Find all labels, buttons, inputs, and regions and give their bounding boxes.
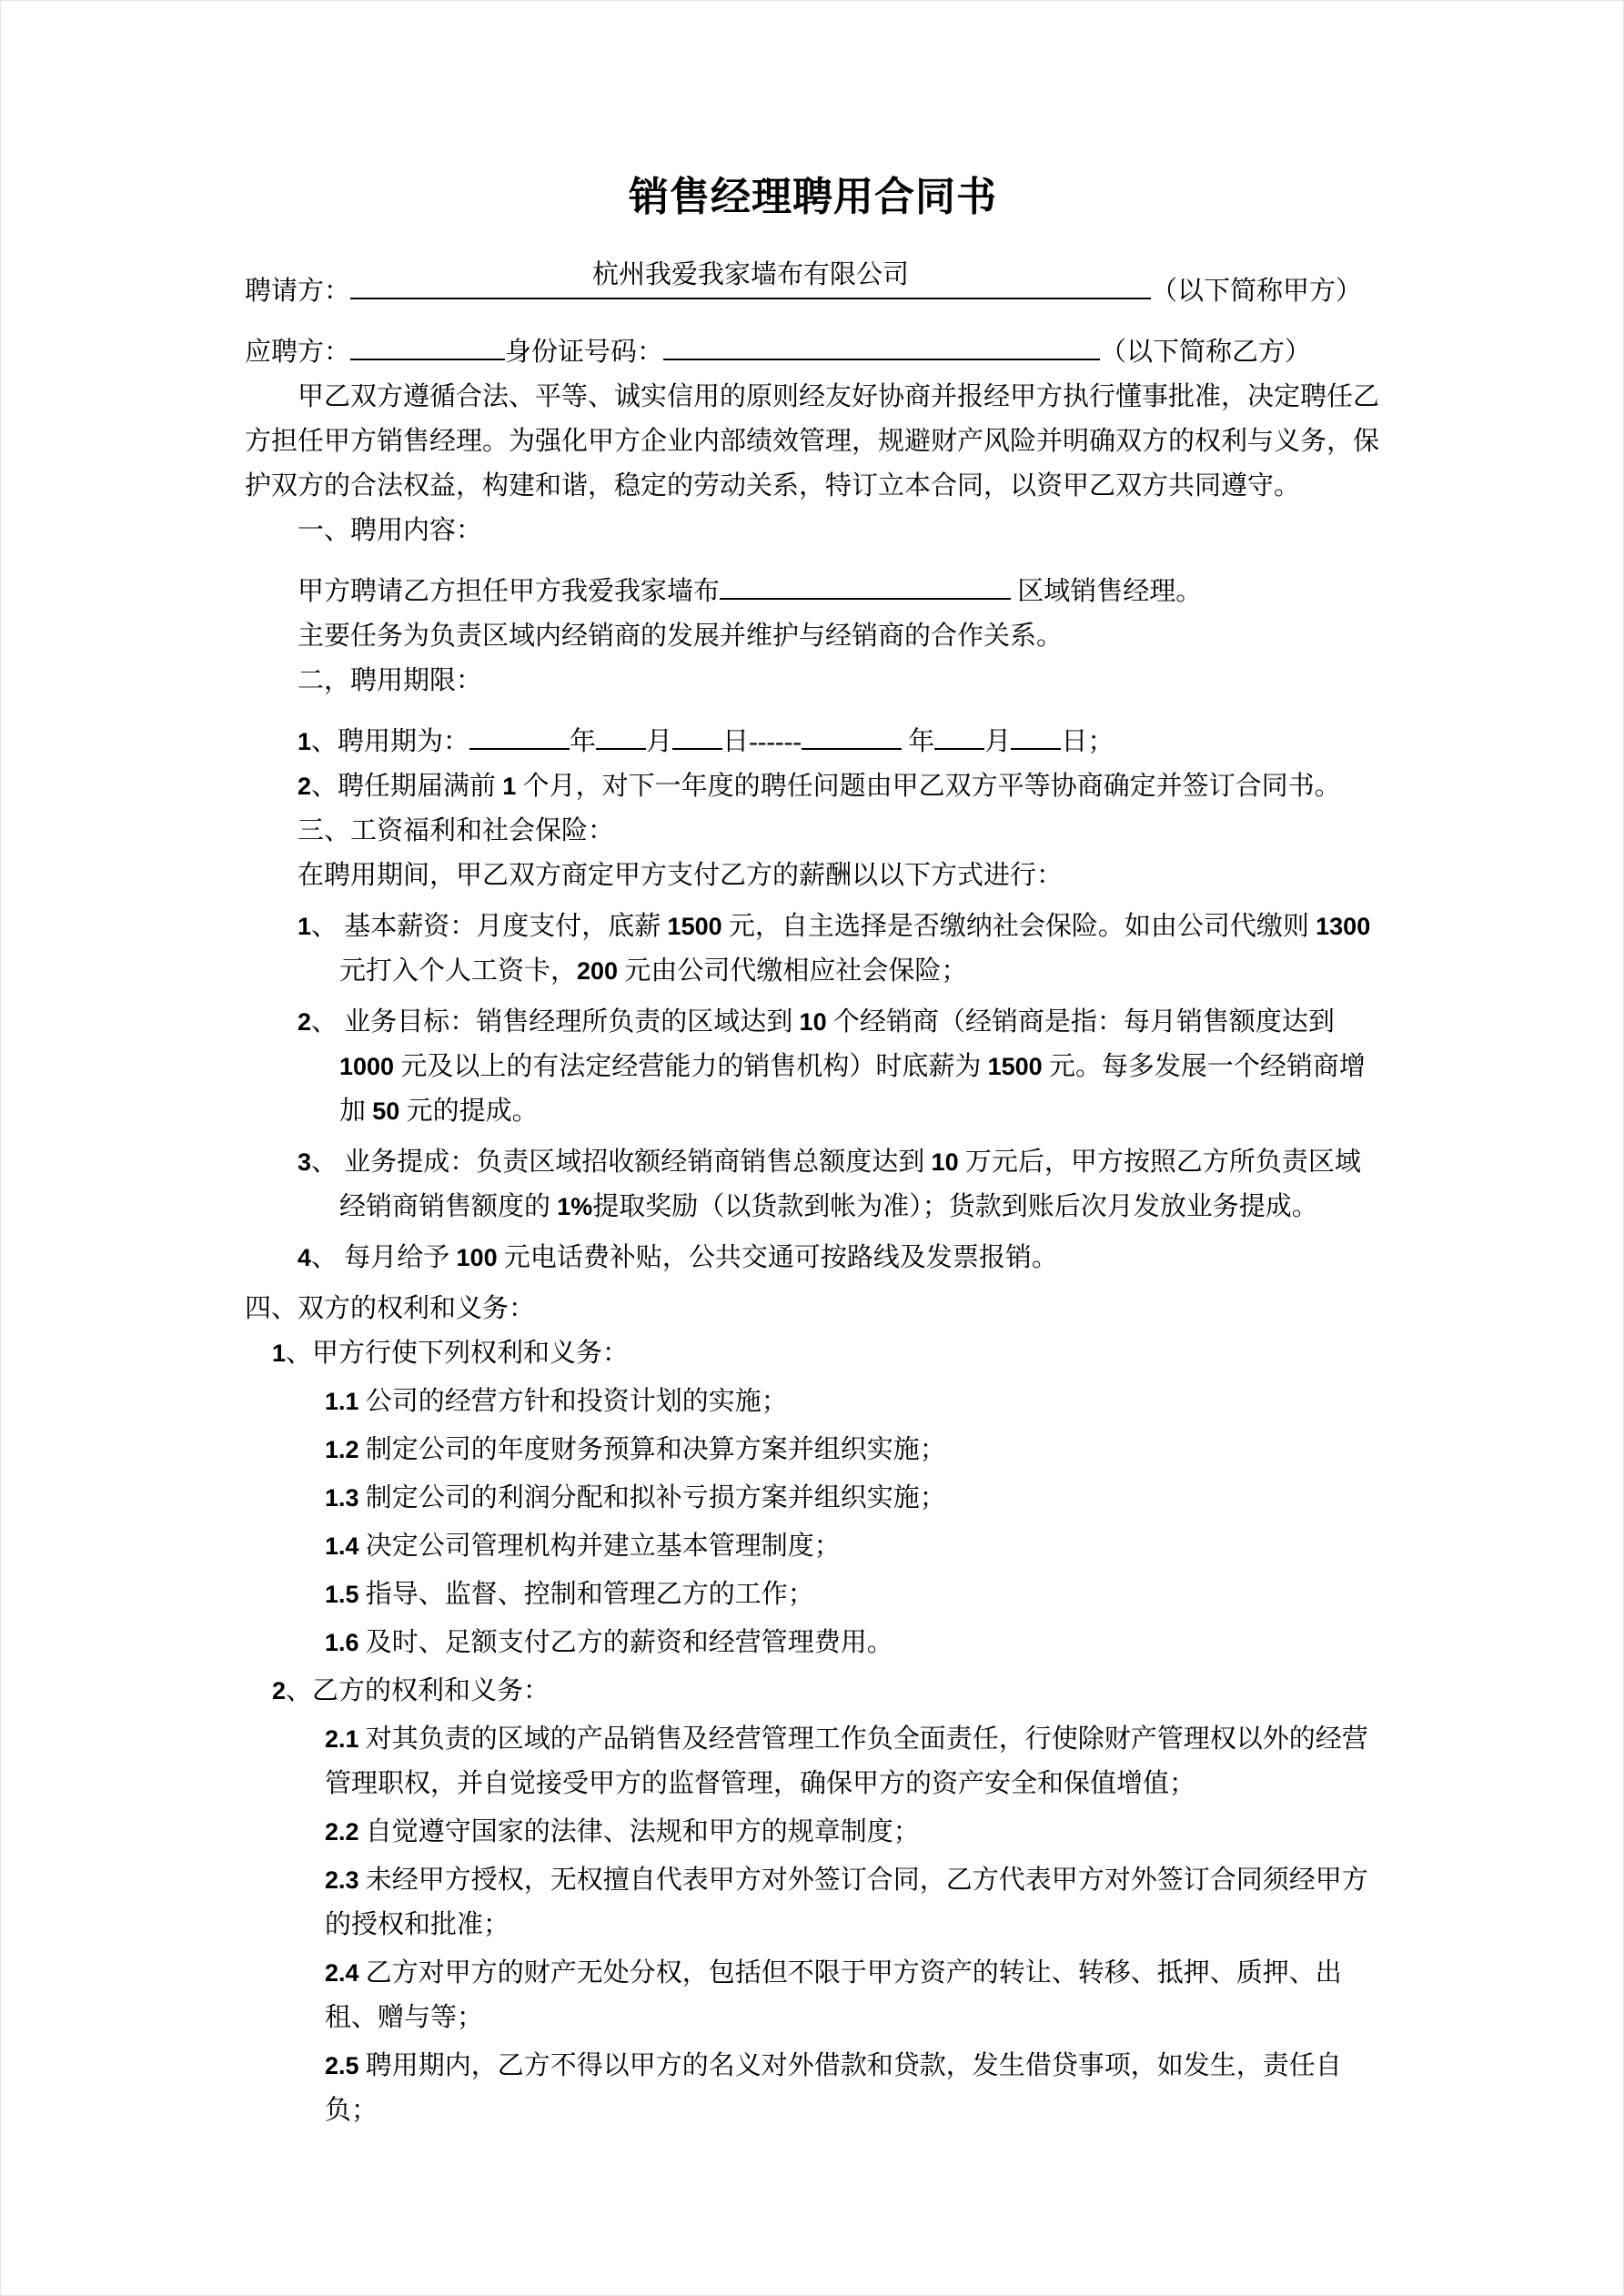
hirer-name-blank: 杭州我爱我家墙布有限公司 [350,253,1151,299]
text-segment: 二，聘用期限： [298,666,483,695]
number-text: 1300 [1316,913,1371,940]
text-segment: 自觉遵守国家的法律、法规和甲方的规章制度； [358,1817,920,1846]
main-task-line [298,614,1381,659]
text-segment: 元的提成。 [399,1097,539,1126]
text-segment: 元由公司代缴相应社会保险； [618,956,968,986]
text-segment: 万元后，甲方按照乙方所负责区域经销商销售额度的 [339,1148,1361,1221]
number-text: 2.5 [325,2052,359,2079]
number-text: 2.4 [325,1959,359,1987]
clause-2-5 [325,2044,1381,2133]
preamble [245,375,1381,509]
text-segment: 、 基本薪资：月度支付，底薪 [311,912,668,941]
text-segment: 及时、足额支付乙方的薪资和经营管理费用。 [358,1628,893,1657]
number-text: 10 [931,1148,959,1176]
text-segment: 个月，对下一年度的聘任问题由甲乙双方平等协商确定并签订合同书。 [516,772,1341,801]
text-segment: 月 [984,727,1012,756]
text-segment: 个经销商（经销商是指：每月销售额度达到 [826,1007,1335,1037]
text-segment: 元打入个人工资卡， [339,956,578,986]
clause-2-3 [325,1858,1381,1947]
text-segment: 制定公司的利润分配和拟补亏损方案并组织实施； [358,1483,946,1512]
clause-1-1 [325,1380,1381,1424]
text-segment: 制定公司的年度财务预算和决算方案并组织实施； [358,1435,946,1464]
number-text: 200 [577,957,619,985]
text-segment: 甲方聘请乙方担任甲方我爱我家墙布 [298,577,721,606]
text-segment: 乙方对甲方的财产无处分权，包括但不限于甲方资产的转让、转移、抵押、质押、出租、赠与等； [325,1958,1342,2032]
clause-1-3 [325,1476,1381,1521]
text-segment: 日------ [722,727,802,756]
document-body [245,253,1381,2133]
text-segment: 指导、监督、控制和管理乙方的工作； [358,1580,814,1609]
number-text: 2 [298,1008,312,1036]
text-segment: 年 [902,727,935,756]
text-segment: 应聘方： [245,338,351,367]
number-text: 1.5 [325,1581,359,1608]
text-segment: 一、聘用内容： [298,516,483,545]
text-segment: 元及以上的有法定经营能力的销售机构）时底薪为 [394,1052,988,1081]
number-text: 1.2 [325,1436,359,1463]
number-text: 1 [272,1340,287,1367]
party-a-rights-heading [272,1331,1381,1376]
number-text: 1.4 [325,1532,359,1560]
end-year-blank [802,703,902,750]
text-segment: 甲乙双方遵循合法、平等、诚实信用的原则经友好协商并报经甲方执行懂事批准，决定聘任乙方担任甲方销售经理。为强化甲方企业内部绩效管理，规避财产风险并明确双方的权利与义务，保护双方的合法权益，构建和谐，稳定的劳动关系，特订立本合同，以资甲乙双方共同遵守。 [245,382,1380,501]
clause-1-6 [325,1621,1381,1665]
text-segment: 年 [570,727,597,756]
text-segment: 对其负责的区域的产品销售及经营管理工作负全面责任，行使除财产管理权以外的经营管理职权，并自觉接受甲方的监督管理，确保甲方的资产安全和保值增值； [325,1725,1368,1798]
region-blank [720,553,1011,600]
text-segment: 、 业务提成：负责区域招收额经销商销售总额度达到 [311,1148,932,1177]
text-segment: 四、双方的权利和义务： [245,1294,536,1323]
number-text: 1000 [339,1053,395,1080]
text-segment: 三、工资福利和社会保险： [298,816,615,845]
text-segment: 聘用期内，乙方不得以甲方的名义对外借款和贷款，发生借贷事项，如发生，责任自负； [325,2051,1342,2125]
number-text: 10 [799,1008,827,1036]
text-segment: 、 业务目标：销售经理所负责的区域达到 [311,1007,800,1037]
text-segment: （以下简称乙方） [1100,338,1312,367]
text-segment: 决定公司管理机构并建立基本管理制度； [358,1532,841,1561]
party-b-rights-heading [272,1669,1381,1714]
number-text: 1 [502,773,517,800]
number-text: 1.3 [325,1484,359,1512]
end-month-blank [934,703,984,750]
text-segment: 在聘用期间，甲乙双方商定甲方支付乙方的薪酬以以下方式进行： [298,861,1064,890]
section-4-heading [245,1287,1381,1331]
text-segment: 日； [1061,727,1115,756]
number-text: 2.1 [325,1725,359,1753]
id-number-blank [663,314,1100,360]
start-day-blank [672,703,722,750]
number-text: 2.3 [325,1866,359,1894]
clause-1-4 [325,1524,1381,1569]
document-title: 销售经理聘用合同书 [629,175,997,219]
salary-item-3 [298,1140,1381,1229]
text-segment: （以下简称甲方） [1151,277,1363,306]
term-renewal-clause [245,764,1381,809]
end-day-blank [1011,703,1061,750]
number-text: 1.6 [325,1629,359,1656]
text-segment: 身份证号码： [505,338,664,367]
text-segment: 主要任务为负责区域内经销商的发展并维护与经销商的合作关系。 [298,622,1064,651]
text-segment: 公司的经营方针和投资计划的实施； [358,1387,788,1416]
salary-item-4 [298,1236,1381,1280]
number-text: 100 [456,1244,498,1271]
text-segment: 元电话费补贴，公共交通可按路线及发票报销。 [497,1243,1058,1272]
text-segment: 元。每多发展一个经销商增加 [339,1052,1366,1126]
term-dates-line [298,703,1381,764]
salary-item-1 [298,905,1381,994]
applicant-name-blank [350,314,505,360]
number-text: 2.2 [325,1818,359,1846]
text-segment: 区域销售经理。 [1011,577,1203,606]
number-text: 1500 [987,1053,1043,1080]
number-text: 4 [298,1244,312,1271]
text-segment: 、 每月给予 [311,1243,457,1272]
clause-2-4 [325,1951,1381,2040]
number-text: 50 [372,1097,400,1125]
number-text: 2 [272,1677,287,1704]
applicant-line [245,314,1381,375]
clause-2-2 [325,1810,1381,1855]
text-segment: 、甲方行使下列权利和义务： [286,1339,630,1368]
start-year-blank [469,703,570,750]
number-text: 1 [298,728,312,755]
text-segment: 、聘任期届满前 [311,772,503,801]
clause-1-5 [325,1573,1381,1617]
text-segment: 月 [646,727,673,756]
number-text: 1.1 [325,1388,359,1415]
number-text: 1% [557,1193,593,1220]
text-segment: 未经甲方授权，无权擅自代表甲方对外签订合同，乙方代表甲方对外签订合同须经甲方的授权和批准； [325,1866,1368,1939]
salary-item-2 [298,1000,1381,1134]
clause-1-2 [325,1428,1381,1472]
section-2-heading [298,659,1381,703]
text-segment: 、乙方的权利和义务： [286,1676,550,1705]
employment-region-line [298,553,1381,614]
section-1-heading [298,509,1381,553]
number-text: 3 [298,1148,312,1176]
text-segment: 、聘用期为： [311,727,470,756]
start-month-blank [596,703,646,750]
section-3-heading [298,809,1381,854]
number-text: 2 [298,773,312,800]
text-segment: 元，自主选择是否缴纳社会保险。如由公司代缴则 [721,912,1316,941]
text-segment: 聘请方： [245,277,351,306]
text-segment: 提取奖励（以货款到帐为准）；货款到账后次月发放业务提成。 [592,1192,1318,1221]
clause-2-1 [325,1717,1381,1806]
hirer-line [245,253,1381,314]
salary-intro-line [298,854,1381,898]
number-text: 1 [298,913,312,940]
number-text: 1500 [667,913,722,940]
